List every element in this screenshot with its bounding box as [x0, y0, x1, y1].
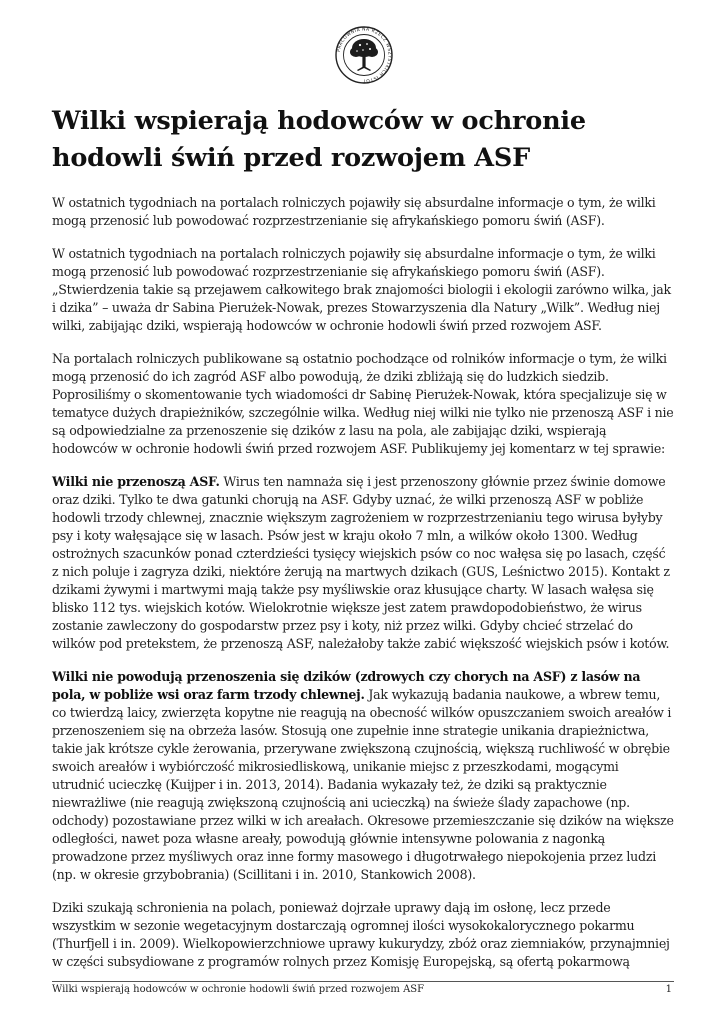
title-line-1: Wilki wspierają hodowców w ochronie — [52, 106, 586, 136]
footer-divider — [52, 981, 674, 982]
logo-text: PRACOWNIA NA RZECZ WSZYSTKICH ISTOT — [336, 27, 392, 83]
paragraph-5-text: Jak wykazują badania naukowe, a wbrew temu, co twierdzą laicy, zwierzęta kopytne nie reagują na obecność wilków opuszczaniem swoich areałów i przenoszeniem się na obrzeża lasów. Stosują one zupełnie inne strategie unikania drapieżnictwa, takie jak krótsze cykle żerowania, przerywane zwiększoną czujnością, większą ruchliwość w obrębie swoich areałów i wybiórczość mikrosiedliskową, unikanie miejsc z przeszkodami, mogącymi utrudnić ucieczkę (Kuijper i in. 2013, 2014). Badania wykazały też, że dziki są praktycznie niewrażliwe (nie reagują zwiększoną czujnością ani ucieczką) na świeże ślady zapachowe (np. odchody) pozostawiane przez wilki w ich areałach. Okresowe przemieszczanie się dzików na większe odległości, nawet poza własne areały, powodują głównie intensywne polowania z nagonką prowadzone przez myśliwych oraz inne formy masowego i długotrwałego niepokojenia przez ludzi (np. w okresie grzybobrania) (Scillitani i in. 2010, Stankowich 2008). — [52, 687, 674, 882]
paragraph-6: Dziki szukają schronienia na polach, ponieważ dojrzałe uprawy dają im osłonę, lecz przede wszystkim w sezonie wegetacyjnym dostarczają ogromnej ilości wysokokalorycznego pokarmu (Thurfjell i in. 2009). Wielkopowierzchniowe uprawy kukurydzy, zbóż oraz ziemniaków, przynajmniej w części subsydiowane z programów rolnych przez Komisję Europejską, są ofertą pokarmową — [52, 900, 670, 969]
tree-seal-icon — [334, 25, 394, 85]
logo — [334, 25, 394, 85]
paragraph-5 — [52, 668, 674, 884]
footer-title: Wilki wspierają hodowców w ochronie hodowli świń przed rozwojem ASF — [52, 984, 425, 995]
article-body — [52, 194, 674, 986]
article-title — [52, 103, 672, 177]
paragraph-3: Na portalach rolniczych publikowane są ostatnio pochodzące od rolników informacje o tym, że wilki mogą przenosić do ich zagród ASF albo powodują, że dziki zbliżają się do ludzkich siedzib. Poprosiliśmy o skomentowanie tych wiadomości dr Sabinę Pierużek-Nowak, która specjalizuje się w tematyce dużych drapieżników, szczególnie wilka. Według niej wilki nie tylko nie przenoszą ASF i nie są odpowiedzialne za przenoszenie się dzików z lasu na pola, ale zabijając dziki, wspierają hodowców w ochronie hodowli świń przed rozwojem ASF. Publikujemy jej komentarz w tej sprawie: — [52, 351, 674, 456]
paragraph-4-lead: Wilki nie przenoszą ASF. — [52, 474, 220, 489]
paragraph-4 — [52, 473, 674, 653]
paragraph-2: W ostatnich tygodniach na portalach rolniczych pojawiły się absurdalne informacje o tym, że wilki mogą przenosić lub powodować rozprzestrzenianie się afrykańskiego pomoru świń (ASF). „Stwierdzenia takie są przejawem całkowitego brak znajomości biologii i ekologii zarówno wilka, jak i dzika” – uważa dr Sabina Pierużek-Nowak, prezes Stowarzyszenia dla Natury „Wilk”. Według niej wilki, zabijając dziki, wspierają hodowców w ochronie hodowli świń przed rozwojem ASF. — [52, 246, 671, 333]
page-number: 1 — [665, 984, 672, 995]
paragraph-4-text: Wirus ten namnaża się i jest przenoszony głównie przez świnie domowe oraz dziki. Tylko te dwa gatunki chorują na ASF. Gdyby uznać, że wilki przenoszą ASF w pobliże hodowli trzody chlewnej, znacznie większym zagrożeniem w rozprzestrzenianiu tego wirusa byłyby psy i koty wałęsające się w lasach. Psów jest w kraju około 7 mln, a wilków około 1300. Według ostrożnych szacunków ponad czterdzieści tysięcy wiejskich psów co noc wałęsa się po lasach, część z nich poluje i zagryza dziki, niektóre żerują na martwych dzikach (GUS, Leśnictwo 2015). Kontakt z dzikami żywymi i martwymi mają także psy myśliwskie oraz kłusujące charty. W lasach wałęsa się blisko 112 tys. wiejskich kotów. Wielokrotnie większe jest zatem prawdopodobieństwo, że wirus zostanie zawleczony do gospodarstw przez psy i koty, niż przez wilki. Gdyby chcieć strzelać do wilków pod pretekstem, że przenoszą ASF, należałoby także zabić większość wiejskich psów i kotów. — [52, 474, 670, 651]
title-line-2: hodowli świń przed rozwojem ASF — [52, 143, 530, 173]
paragraph-1: W ostatnich tygodniach na portalach rolniczych pojawiły się absurdalne informacje o tym, że wilki mogą przenosić lub powodować rozprzestrzenianie się afrykańskiego pomoru świń (ASF). — [52, 195, 656, 228]
paragraph-5-lead: Wilki nie powodują przenoszenia się dzików (zdrowych czy chorych na ASF) z lasów na pola, w pobliże wsi oraz farm trzody chlewnej. — [52, 669, 641, 702]
